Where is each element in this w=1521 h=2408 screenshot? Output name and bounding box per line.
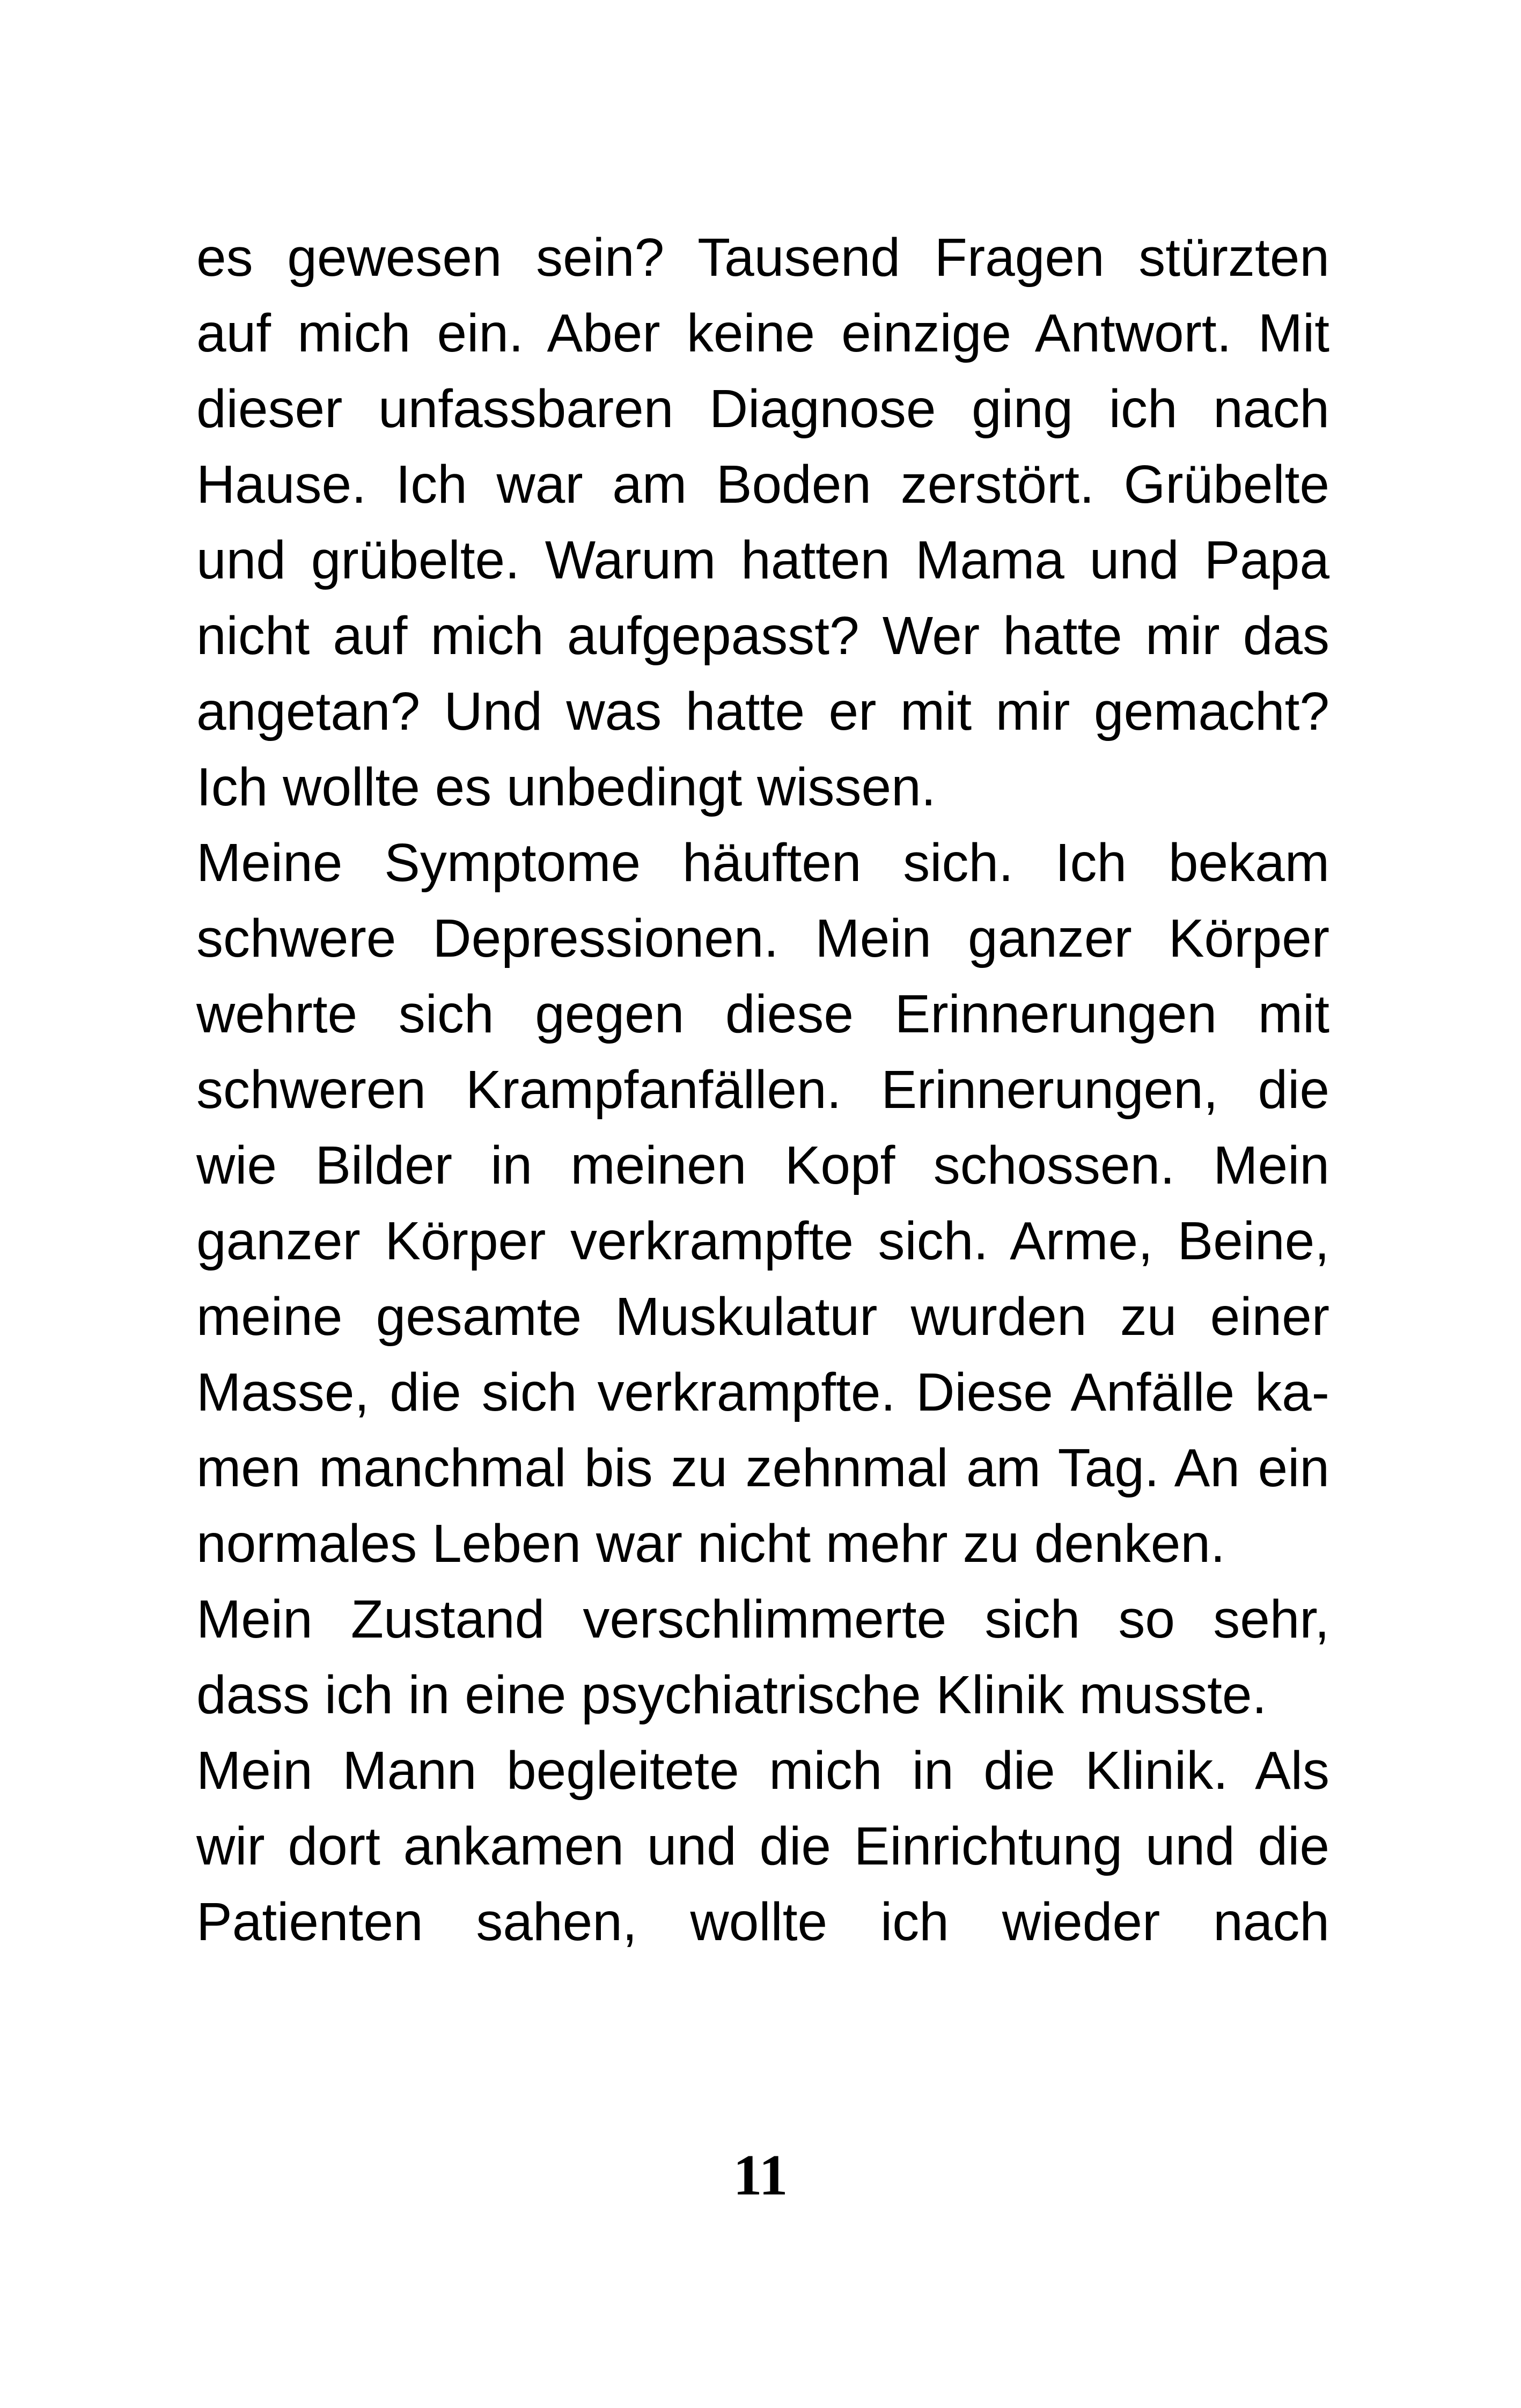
text-line: und grübelte. Warum hatten Mama und Papa bbox=[196, 530, 1329, 590]
text-line: meine gesamte Muskulatur wurden zu einer bbox=[196, 1287, 1329, 1347]
text-line: Meine Symptome häuften sich. Ich bekam bbox=[196, 833, 1329, 893]
text-line: Ich wollte es unbedingt wissen. bbox=[196, 757, 936, 817]
text-line: schweren Krampfanfällen. Erinnerungen, die bbox=[196, 1060, 1329, 1120]
text-line: schwere Depressionen. Mein ganzer Körper bbox=[196, 908, 1329, 968]
text-line: normales Leben war nicht mehr zu denken. bbox=[196, 1514, 1225, 1574]
text-line: auf mich ein. Aber keine einzige Antwort. Mit bbox=[196, 303, 1329, 363]
text-line: wie Bilder in meinen Kopf schossen. Mein bbox=[196, 1135, 1329, 1195]
page-number: 11 bbox=[733, 2143, 788, 2207]
text-line: Hause. Ich war am Boden zerstört. Grübelte bbox=[196, 454, 1329, 515]
text-line: men manchmal bis zu zehnmal am Tag. An ein bbox=[196, 1438, 1329, 1498]
text-line: nicht auf mich aufgepasst? Wer hatte mir das bbox=[196, 606, 1329, 666]
text-line: dieser unfassbaren Diagnose ging ich nach bbox=[196, 379, 1329, 439]
text-line: Mein Mann begleitete mich in die Klinik. Als bbox=[196, 1741, 1329, 1801]
text-line: wehrte sich gegen diese Erinnerungen mit bbox=[196, 984, 1329, 1044]
text-line: wir dort ankamen und die Einrichtung und die bbox=[196, 1816, 1329, 1876]
body-text bbox=[196, 220, 1329, 1960]
text-line: Masse, die sich verkrampfte. Diese Anfälle ka- bbox=[196, 1362, 1329, 1422]
text-line: Patienten sahen, wollte ich wieder nach bbox=[196, 1892, 1329, 1952]
text-line: es gewesen sein? Tausend Fragen stürzten bbox=[196, 227, 1329, 288]
text-line: angetan? Und was hatte er mit mir gemacht? bbox=[196, 681, 1329, 742]
text-line: Mein Zustand verschlimmerte sich so sehr, bbox=[196, 1589, 1329, 1649]
text-line: dass ich in eine psychiatrische Klinik musste. bbox=[196, 1665, 1267, 1725]
text-line: ganzer Körper verkrampfte sich. Arme, Beine, bbox=[196, 1211, 1329, 1271]
